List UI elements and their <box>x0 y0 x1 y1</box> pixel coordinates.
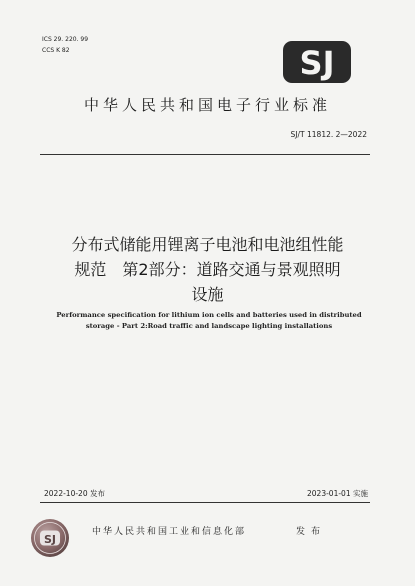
standard-number: SJ/T 11812. 2—2022 <box>290 130 367 139</box>
sj-logo-text: SJ <box>299 44 335 82</box>
issue-label: 发布 <box>296 527 327 537</box>
title-en-line-1: Performance specification for lithium ion cells and batteries used in distributed <box>56 311 362 319</box>
divider-top <box>40 154 370 155</box>
seal-text: SJ <box>43 533 57 546</box>
publish-date: 2022-10-20 发布 <box>44 489 105 498</box>
ccs-code: CCS K 82 <box>42 47 70 54</box>
ics-code: ICS 29. 220. 99 <box>42 36 89 43</box>
title-cn-line-1: 分布式储能用锂离子电池和电池组性能 <box>71 235 344 254</box>
standard-organization: 中华人民共和国电子行业标准 <box>83 96 331 114</box>
classification-codes <box>42 34 88 56</box>
implement-date: 2023-01-01 实施 <box>307 489 368 498</box>
title-chinese <box>40 232 375 307</box>
title-cn-line-2: 规范 第2部分：道路交通与景观照明 <box>74 260 341 279</box>
title-cn-line-3: 设施 <box>191 285 224 304</box>
divider-bottom <box>40 502 370 503</box>
dates-row <box>40 488 372 500</box>
sj-logo <box>282 40 352 84</box>
issuing-authority: 中华人民共和国工业和信息化部 <box>92 527 247 537</box>
title-en-line-2: storage - Part 2:Road traffic and landscape lighting installations <box>85 322 333 330</box>
sj-seal-icon <box>30 518 70 558</box>
title-english <box>54 310 364 332</box>
